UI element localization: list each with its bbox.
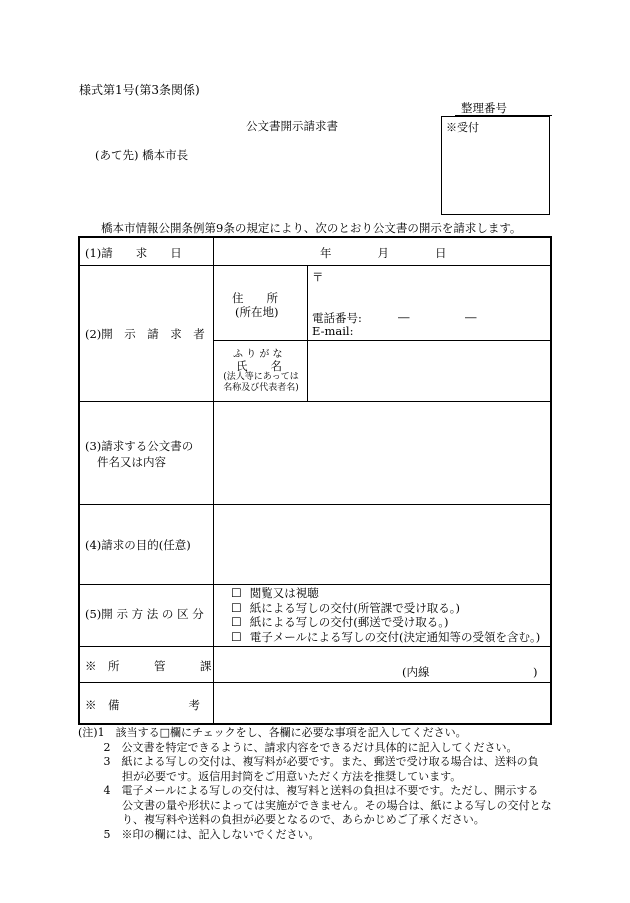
row-divider <box>80 584 550 585</box>
row-divider <box>80 504 550 505</box>
note-item: 5 ※印の欄には、記入しないでください。 <box>78 827 320 841</box>
disclosure-method-options <box>231 586 540 644</box>
extension-field[interactable]: (内線 ) <box>402 665 538 679</box>
method-option-email[interactable]: ☐ 電子メールによる写しの交付(決定通知等の受領を含む。) <box>231 629 541 644</box>
note-item: 公文書の量や形状によっては実施ができません。その場合は、紙による写しの交付とな <box>78 798 552 812</box>
address-field[interactable] <box>312 273 546 309</box>
document-subject-field[interactable] <box>218 405 546 500</box>
phone-dash: ― <box>465 310 477 324</box>
row-divider <box>80 265 550 266</box>
disclosure-method-label: (5)開 示 方 法 の 区 分 <box>85 607 204 621</box>
checkbox-icon[interactable]: ☐ <box>231 600 242 615</box>
method-option-paper-pickup[interactable]: ☐ 紙による写しの交付(所管課で受け取る。) <box>231 600 460 615</box>
name-field[interactable] <box>312 344 546 396</box>
requester-sub-divider <box>213 340 550 341</box>
requester-sub-divider <box>307 265 308 401</box>
remarks-field[interactable] <box>218 686 546 719</box>
document-subject-label: (3)請求する公文書の <box>85 439 194 453</box>
request-date-field[interactable]: 年 月 日 <box>320 246 447 260</box>
purpose-label: (4)請求の目的(任意) <box>85 538 191 552</box>
row-divider <box>80 401 550 402</box>
note-item: 4 電子メールによる写しの交付は、複写料と送料の負担は不要です。ただし、開示する <box>78 784 539 797</box>
note-item: (注)1 該当する□欄にチェックをし、各欄に必要な事項を記入してください。 <box>78 726 467 739</box>
checkbox-icon[interactable]: ☐ <box>231 629 242 644</box>
note-item: 担が必要です。返信用封筒をご用意いただく方法を推奨しています。 <box>78 769 462 783</box>
reception-label: ※受付 <box>446 121 479 134</box>
name-note: (法人等にあっては 名称及び代表者名) <box>223 372 299 393</box>
department-label: ※ 所 管 課 <box>85 659 212 673</box>
purpose-field[interactable] <box>218 508 546 580</box>
form-number: 様式第1号(第3条関係) <box>79 83 200 97</box>
row-divider <box>80 646 550 647</box>
document-subject-label-2: 件名又は内容 <box>97 455 166 469</box>
label-column-divider <box>213 238 214 723</box>
request-form-table <box>78 236 552 725</box>
note-item: 3 紙による写しの交付は、複写料が必要です。また、郵送で受け取る場合は、送料の負 <box>78 755 539 768</box>
requester-label: (2)開 示 請 求 者 <box>85 327 205 341</box>
phone-dash: ― <box>398 310 410 324</box>
method-option-paper-mail[interactable]: ☐ 紙による写しの交付(郵送で受け取る。) <box>231 615 449 629</box>
phone-label: 電話番号: <box>312 311 362 325</box>
furigana-label: ふ り が な <box>233 349 283 360</box>
address-label: 住 所 <box>232 291 278 305</box>
intro-text: 橋本市情報公開条例第9条の規定により、次のとおり公文書の開示を請求します。 <box>101 221 522 235</box>
address-sub-label: (所在地) <box>235 305 279 319</box>
checkbox-icon[interactable]: ☐ <box>231 615 242 629</box>
email-label: E-mail: <box>312 324 354 338</box>
postal-mark: 〒 <box>312 270 324 284</box>
notes <box>78 726 558 842</box>
row-divider <box>80 682 550 683</box>
request-date-label: (1)請 求 日 <box>85 246 182 260</box>
page-title: 公文書開示請求書 <box>246 119 338 133</box>
reference-number-label: 整理番号 <box>461 101 507 115</box>
name-label: 氏 名 <box>236 359 282 373</box>
remarks-label: ※ 備 考 <box>85 698 200 712</box>
method-option-view[interactable]: ☐ 閲覧又は視聴 <box>231 586 319 600</box>
note-item: 2 公文書を特定できるように、請求内容をできるだけ具体的に記入してください。 <box>78 740 518 754</box>
note-item: り、複写料や送料の負担が必要となるので、あらかじめご了承ください。 <box>78 813 485 826</box>
addressee: (あて先) 橋本市長 <box>95 148 189 162</box>
checkbox-icon[interactable]: ☐ <box>231 586 242 600</box>
